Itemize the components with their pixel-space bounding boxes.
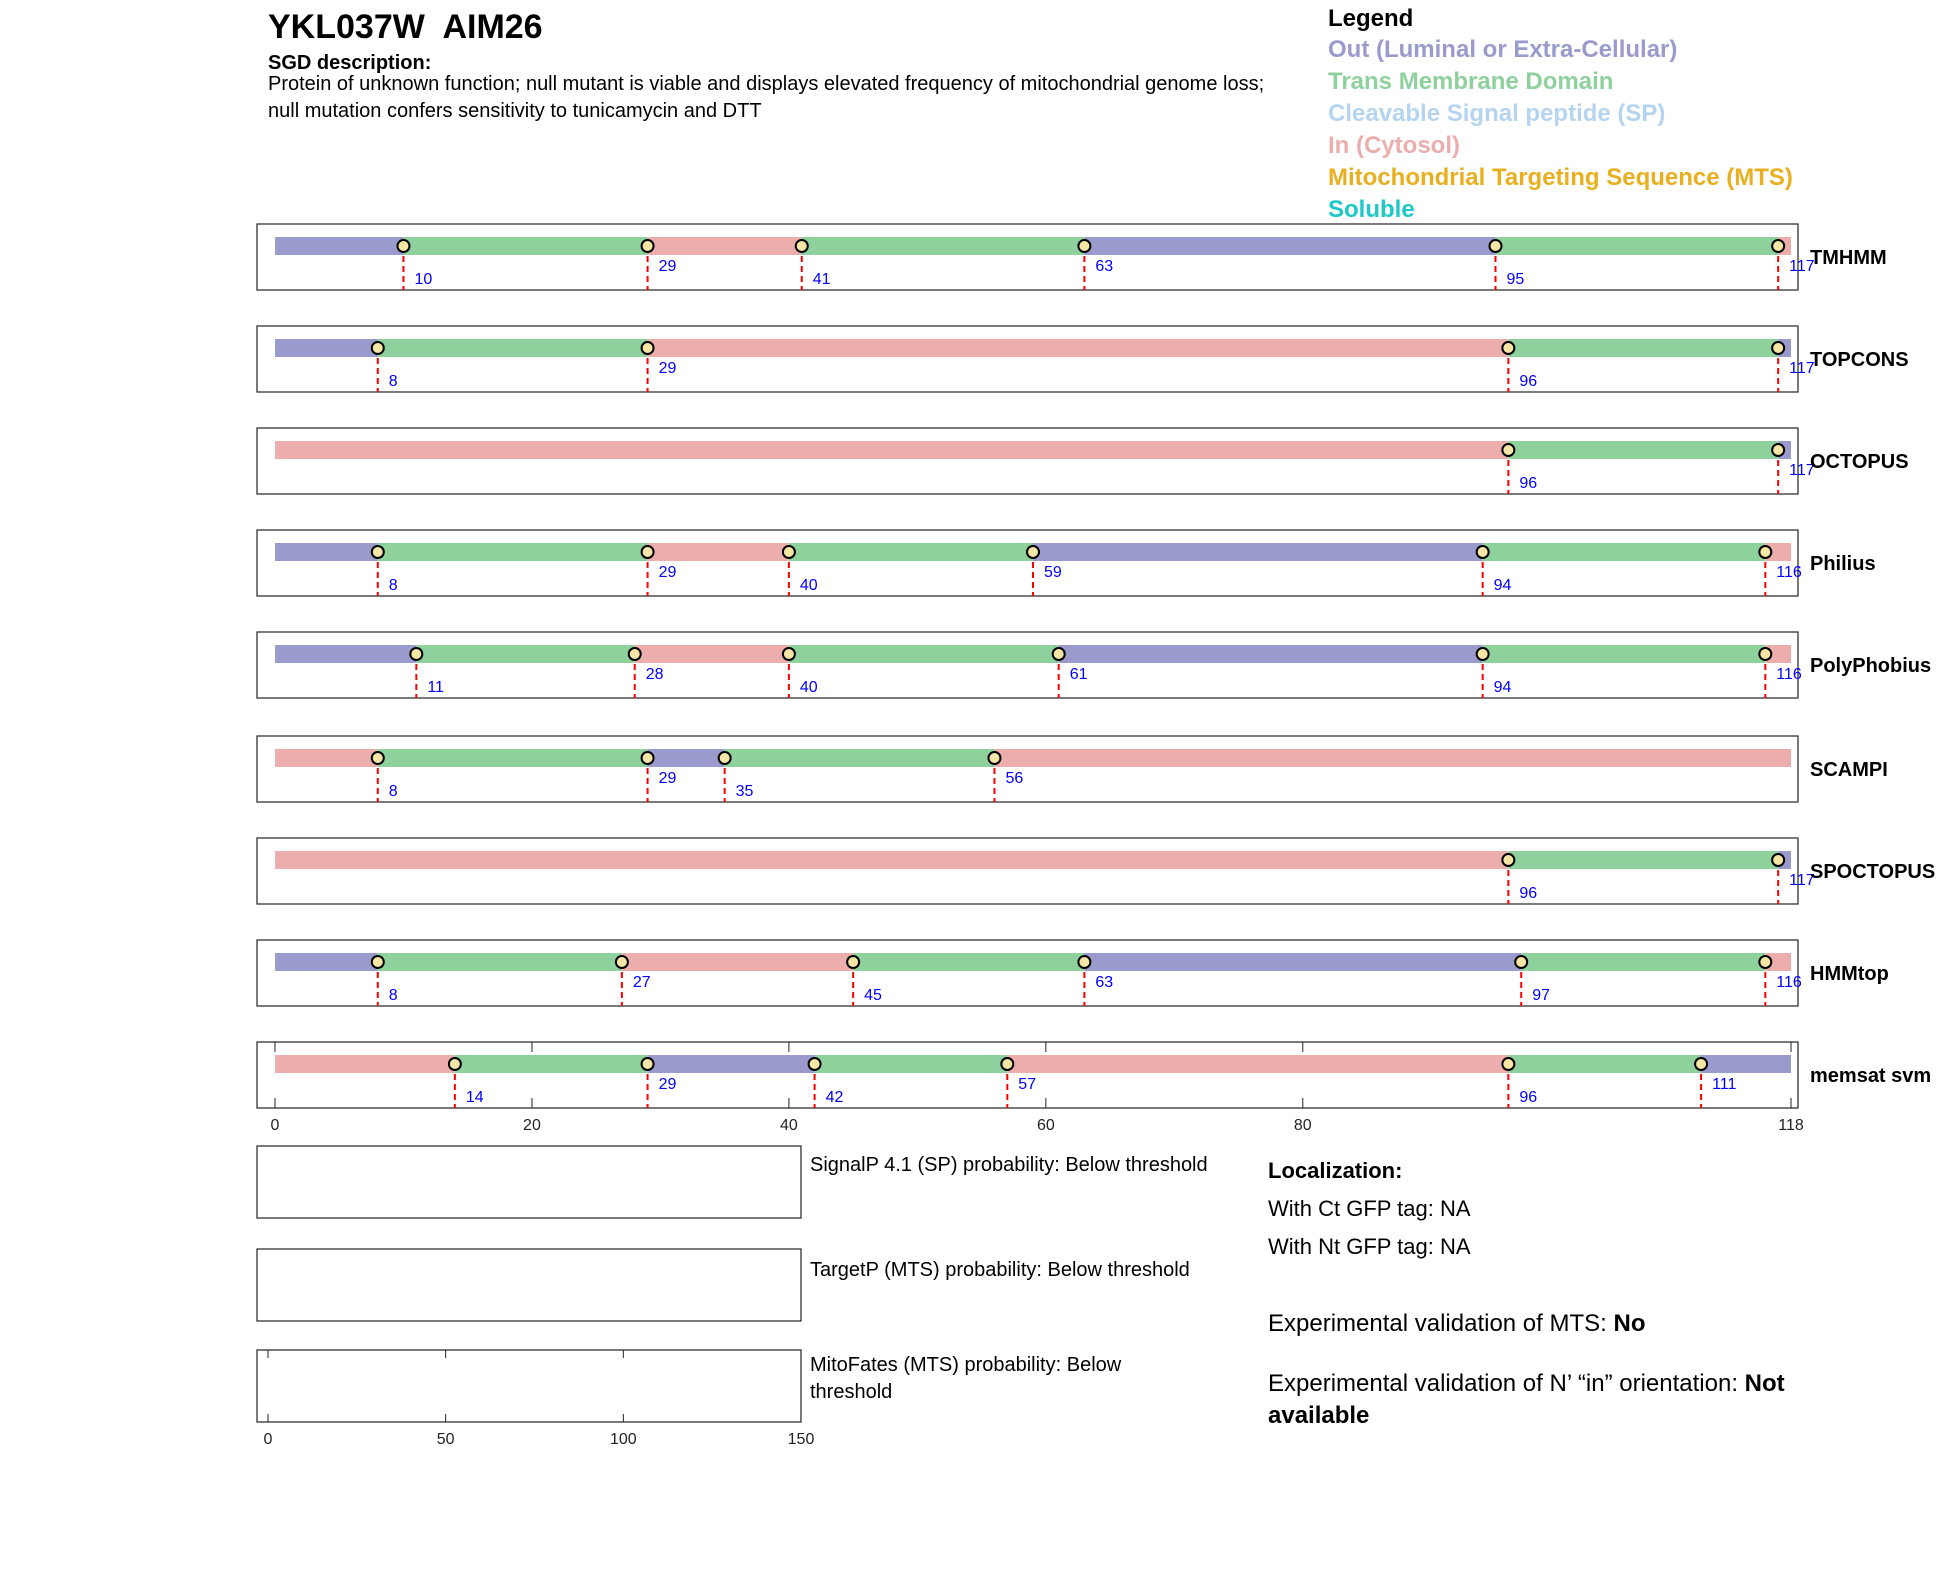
gene-title: YKL037W AIM26 <box>268 8 543 46</box>
boundary-circle <box>1772 342 1784 354</box>
track-hmmtop <box>257 940 1889 1006</box>
boundary-label: 117 <box>1789 258 1815 275</box>
boundary-label: 29 <box>658 1076 677 1093</box>
boundary-label: 94 <box>1493 577 1512 594</box>
track-memsat-svm <box>257 1042 1931 1134</box>
boundary-label: 8 <box>388 987 398 1004</box>
boundary-circle <box>1759 648 1771 660</box>
legend-item-tm: Trans Membrane Domain <box>1328 68 1614 95</box>
mts-validation-label: Experimental validation of MTS: <box>1268 1310 1614 1337</box>
segment-in <box>1007 1055 1508 1073</box>
boundary-circle <box>1772 854 1784 866</box>
track-frame-polyphobius <box>257 632 1798 698</box>
boundary-circle <box>847 956 859 968</box>
track-name-polyphobius: PolyPhobius <box>1810 655 1932 677</box>
boundary-circle <box>1477 648 1489 660</box>
track-name-hmmtop: HMMtop <box>1810 963 1889 985</box>
track-frame-philius <box>257 530 1798 596</box>
boundary-label: 45 <box>864 987 882 1004</box>
track-frame-memsat-svm <box>257 1042 1798 1108</box>
track-philius <box>257 530 1876 596</box>
segment-in <box>994 749 1791 767</box>
boundary-circle <box>372 342 384 354</box>
segment-out <box>1701 1055 1791 1073</box>
prob-tick-label: 150 <box>787 1431 815 1448</box>
boundary-circle <box>719 752 731 764</box>
boundary-circle <box>397 240 409 252</box>
boundary-circle <box>642 546 654 558</box>
track-frame-spoctopus <box>257 838 1798 904</box>
boundary-label: 35 <box>735 783 754 800</box>
boundary-label: 95 <box>1506 271 1525 288</box>
segment-out <box>275 237 403 255</box>
legend-item-mts: Mitochondrial Targeting Sequence (MTS) <box>1328 164 1793 191</box>
boundary-circle <box>410 648 422 660</box>
track-frame-scampi <box>257 736 1798 802</box>
boundary-circle <box>1477 546 1489 558</box>
x-tick-label: 80 <box>1293 1117 1312 1134</box>
localization-section <box>1268 1152 1908 1266</box>
segment-tm <box>378 339 648 357</box>
boundary-label: 94 <box>1493 679 1512 696</box>
track-name-spoctopus: SPOCTOPUS <box>1810 861 1936 883</box>
boundary-label: 29 <box>658 258 677 275</box>
x-tick-label: 60 <box>1036 1117 1055 1134</box>
boundary-circle <box>642 752 654 764</box>
track-tmhmm <box>257 224 1887 290</box>
boundary-label: 42 <box>825 1089 844 1106</box>
boundary-circle <box>1078 240 1090 252</box>
boundary-label: 29 <box>658 564 677 581</box>
legend-item-soluble: Soluble <box>1328 196 1415 223</box>
boundary-label: 56 <box>1005 770 1024 787</box>
track-name-octopus: OCTOPUS <box>1810 451 1909 473</box>
segment-in <box>622 953 853 971</box>
segment-out <box>1084 237 1495 255</box>
segment-in <box>275 441 1508 459</box>
segment-tm <box>378 543 648 561</box>
boundary-label: 116 <box>1776 564 1802 581</box>
boundary-circle <box>1515 956 1527 968</box>
segment-in <box>648 543 789 561</box>
segment-in <box>275 1055 455 1073</box>
segment-tm <box>455 1055 648 1073</box>
segment-out <box>275 645 416 663</box>
prob-tick-label: 100 <box>609 1431 637 1448</box>
segment-tm <box>789 543 1033 561</box>
track-name-philius: Philius <box>1810 553 1876 575</box>
prob-panel-frame <box>257 1146 801 1218</box>
prob-panel-mitofates <box>257 1350 814 1448</box>
boundary-circle <box>1490 240 1502 252</box>
boundary-label: 96 <box>1519 475 1538 492</box>
ct-gfp-line: With Ct GFP tag: NA <box>1268 1196 1471 1221</box>
segment-tm <box>1508 441 1778 459</box>
track-frame-hmmtop <box>257 940 1798 1006</box>
boundary-circle <box>783 648 795 660</box>
x-tick-label: 40 <box>779 1117 798 1134</box>
boundary-label: 8 <box>388 577 398 594</box>
boundary-circle <box>372 546 384 558</box>
boundary-circle <box>642 240 654 252</box>
segment-out <box>1033 543 1483 561</box>
prob-panel-frame <box>257 1350 801 1422</box>
track-frame-tmhmm <box>257 224 1798 290</box>
track-topcons <box>257 326 1909 392</box>
boundary-label: 57 <box>1018 1076 1037 1093</box>
boundary-label: 8 <box>388 373 398 390</box>
boundary-circle <box>1502 854 1514 866</box>
boundary-circle <box>1027 546 1039 558</box>
segment-tm <box>403 237 647 255</box>
boundary-circle <box>642 1058 654 1070</box>
legend-item-in: In (Cytosol) <box>1328 132 1460 159</box>
x-tick-label: 118 <box>1778 1117 1804 1134</box>
boundary-circle <box>783 546 795 558</box>
signalp-label: SignalP 4.1 (SP) probability: Below threshold <box>810 1154 1208 1176</box>
boundary-circle <box>449 1058 461 1070</box>
segment-out <box>275 543 378 561</box>
sgd-description-text: Protein of unknown function; null mutant is viable and displays elevated frequency of mitochondrial genome loss; null mutation confers sensitivity to tunicamycin and DTT <box>268 73 1265 122</box>
prob-panel-targetp <box>257 1249 801 1321</box>
track-spoctopus <box>257 838 1935 904</box>
boundary-label: 61 <box>1069 666 1088 683</box>
boundary-label: 96 <box>1519 1089 1538 1106</box>
segment-tm <box>802 237 1085 255</box>
segment-tm <box>725 749 995 767</box>
segment-tm <box>378 953 622 971</box>
boundary-label: 111 <box>1712 1076 1737 1093</box>
boundary-circle <box>1053 648 1065 660</box>
mts-validation-value: No <box>1613 1310 1646 1337</box>
nt-gfp-line: With Nt GFP tag: NA <box>1268 1234 1471 1259</box>
track-frame-octopus <box>257 428 1798 494</box>
segment-tm <box>1508 851 1778 869</box>
boundary-circle <box>1759 956 1771 968</box>
segment-out <box>648 1055 815 1073</box>
boundary-label: 10 <box>414 271 433 288</box>
boundary-label: 14 <box>465 1089 484 1106</box>
track-frame-topcons <box>257 326 1798 392</box>
boundary-circle <box>1772 444 1784 456</box>
boundary-circle <box>1759 546 1771 558</box>
boundary-circle <box>372 752 384 764</box>
segment-in <box>635 645 789 663</box>
prob-panel-signalp <box>257 1146 801 1218</box>
segment-tm <box>1483 645 1766 663</box>
segment-tm <box>1496 237 1779 255</box>
segment-tm <box>1521 953 1765 971</box>
track-name-tmhmm: TMHMM <box>1810 247 1887 269</box>
segment-tm <box>1508 1055 1701 1073</box>
segment-tm <box>815 1055 1008 1073</box>
segment-in <box>275 749 378 767</box>
segment-tm <box>1483 543 1766 561</box>
segment-out <box>275 339 378 357</box>
legend-item-out: Out (Luminal or Extra-Cellular) <box>1328 36 1678 63</box>
boundary-circle <box>988 752 1000 764</box>
boundary-label: 41 <box>812 271 831 288</box>
boundary-label: 27 <box>632 974 651 991</box>
boundary-label: 96 <box>1519 885 1538 902</box>
boundary-label: 40 <box>799 679 818 696</box>
segment-out <box>1084 953 1521 971</box>
segment-tm <box>378 749 648 767</box>
boundary-label: 8 <box>388 783 398 800</box>
segment-tm <box>853 953 1084 971</box>
prob-panel-frame <box>257 1249 801 1321</box>
orientation-validation-value: Not available <box>1268 1370 1785 1429</box>
boundary-circle <box>616 956 628 968</box>
boundary-circle <box>1502 342 1514 354</box>
boundary-circle <box>1078 956 1090 968</box>
boundary-circle <box>1695 1058 1707 1070</box>
boundary-label: 29 <box>658 770 677 787</box>
boundary-circle <box>1502 1058 1514 1070</box>
legend-title: Legend <box>1328 5 1414 32</box>
boundary-circle <box>796 240 808 252</box>
segment-tm <box>789 645 1059 663</box>
boundary-circle <box>1502 444 1514 456</box>
localization-title: Localization: <box>1268 1158 1403 1183</box>
targetp-label: TargetP (MTS) probability: Below threshold <box>810 1259 1190 1281</box>
mts-validation <box>1268 1308 1868 1340</box>
boundary-circle <box>1001 1058 1013 1070</box>
boundary-circle <box>629 648 641 660</box>
boundary-label: 63 <box>1095 974 1114 991</box>
x-tick-label: 20 <box>523 1117 541 1134</box>
track-octopus <box>257 428 1909 494</box>
segment-tm <box>1508 339 1778 357</box>
boundary-label: 117 <box>1789 462 1815 479</box>
legend-item-sp: Cleavable Signal peptide (SP) <box>1328 100 1666 127</box>
boundary-label: 117 <box>1789 360 1815 377</box>
boundary-circle <box>809 1058 821 1070</box>
track-polyphobius <box>257 632 1931 698</box>
track-name-topcons: TOPCONS <box>1810 349 1909 371</box>
boundary-circle <box>642 342 654 354</box>
segment-tm <box>416 645 634 663</box>
mitofates-label: MitoFates (MTS) probability: Below threshold <box>810 1354 1122 1403</box>
segment-out <box>1059 645 1483 663</box>
boundary-label: 40 <box>799 577 818 594</box>
prob-tick-label: 0 <box>263 1431 273 1448</box>
boundary-label: 59 <box>1044 564 1062 581</box>
segment-out <box>275 953 378 971</box>
boundary-label: 97 <box>1532 987 1551 1004</box>
orientation-validation <box>1268 1368 1868 1432</box>
segment-in <box>275 851 1508 869</box>
track-name-scampi: SCAMPI <box>1810 759 1888 781</box>
segment-out <box>648 749 725 767</box>
boundary-label: 11 <box>427 679 444 696</box>
boundary-label: 63 <box>1095 258 1114 275</box>
boundary-label: 28 <box>645 666 664 683</box>
boundary-label: 116 <box>1776 666 1802 683</box>
boundary-circle <box>372 956 384 968</box>
prob-tick-label: 50 <box>436 1431 455 1448</box>
track-scampi <box>257 736 1888 802</box>
sgd-description-label: SGD description: <box>268 52 432 74</box>
boundary-label: 117 <box>1789 872 1815 889</box>
boundary-label: 96 <box>1519 373 1538 390</box>
x-tick-label: 0 <box>270 1117 280 1134</box>
boundary-circle <box>1772 240 1784 252</box>
orientation-validation-label: Experimental validation of N’ “in” orientation: <box>1268 1370 1745 1397</box>
boundary-label: 116 <box>1776 974 1802 991</box>
segment-in <box>648 339 1509 357</box>
segment-in <box>648 237 802 255</box>
track-name-memsat-svm: memsat svm <box>1810 1065 1932 1087</box>
boundary-label: 29 <box>658 360 677 377</box>
